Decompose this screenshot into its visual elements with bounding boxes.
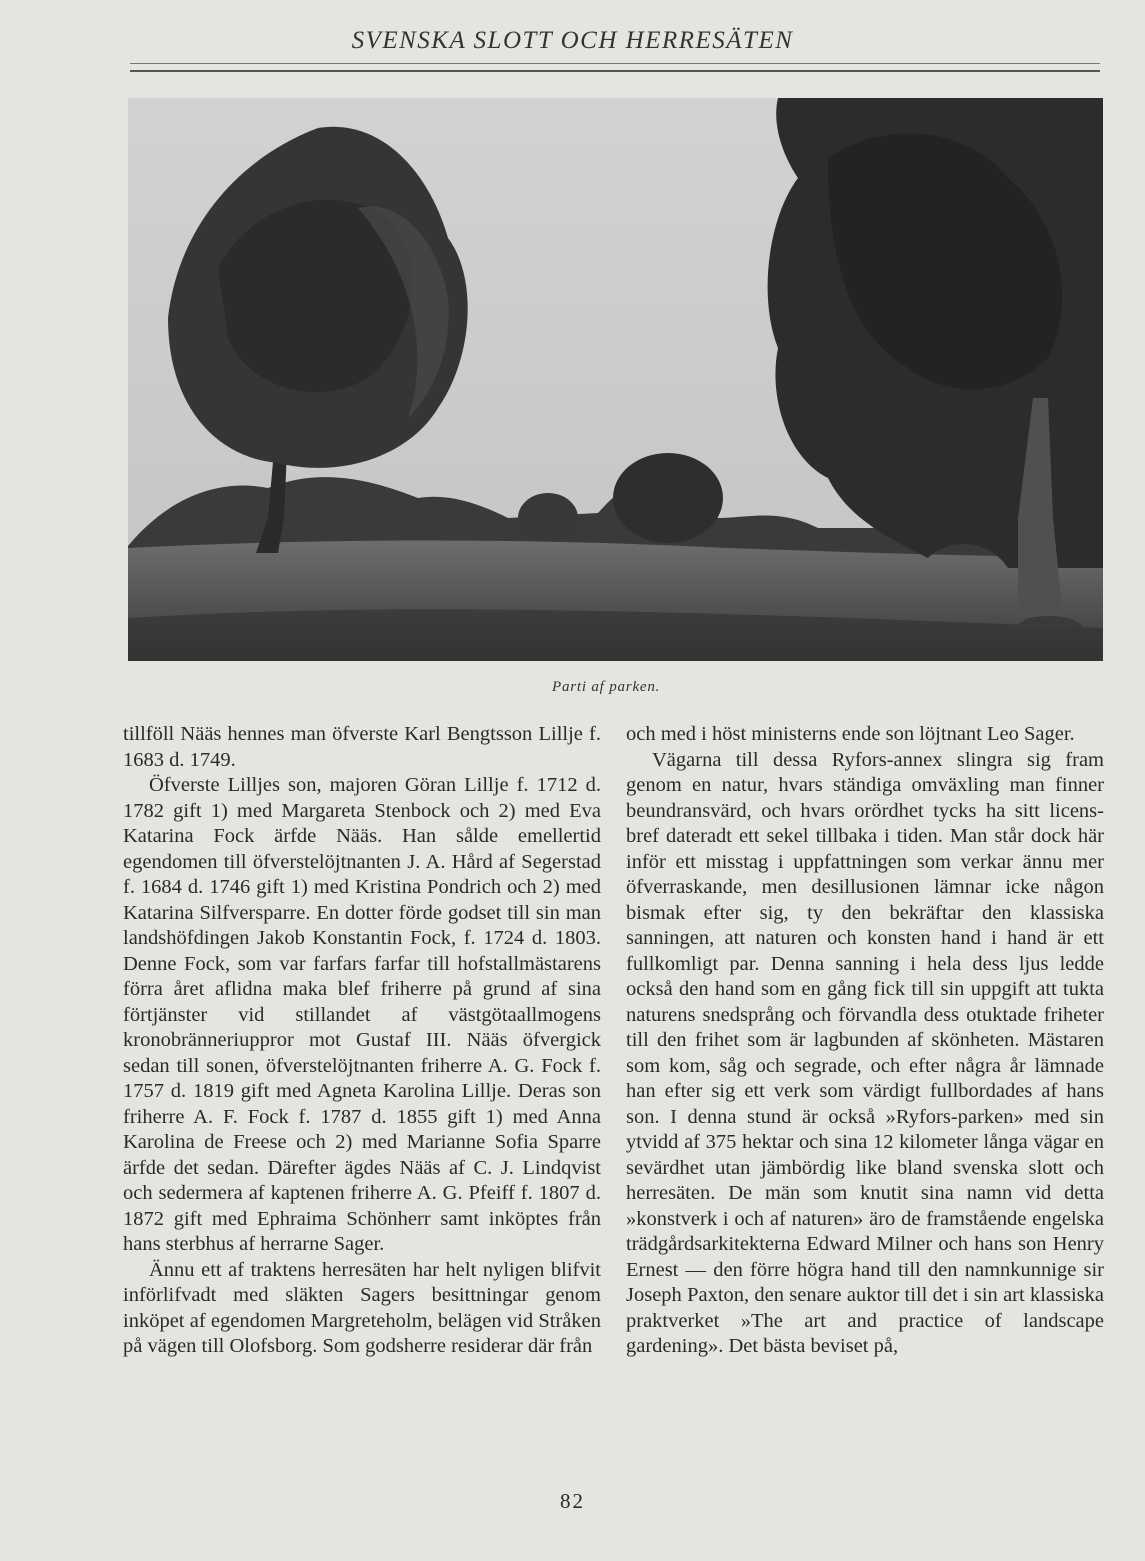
- page-number: 82: [560, 1489, 585, 1513]
- right-column: [626, 722, 1104, 1360]
- running-header: SVENSKA SLOTT OCH HERRESÄTEN: [351, 27, 794, 54]
- park-photograph: [128, 98, 1103, 661]
- paragraph: Ännu ett af traktens herresäten har helt nyligen blifvit införlifvadt med släkten Sagers besittningar genom inköpet af egendomen Margreteholm, belägen vid Stråken på vägen till Olofsborg. Som godsherre residerar där från: [123, 1258, 601, 1357]
- paragraph: tillföll Nääs hennes man öfverste Karl Bengtsson Lillje f. 1683 d. 1749.: [123, 723, 601, 771]
- paragraph: och med i höst ministerns ende son löjtnant Leo Sager.: [626, 723, 1075, 745]
- paragraph: Vägarna till dessa Ryfors-annex slingra sig fram genom en natur, hvars ständiga omväxling man finner beundransvärd, och hvars orördhet tycks ha sitt licens-bref dateradt ett sekel tillbaka i tiden. Man står dock här inför ett misstag i uppfattningen som verkar ännu mer öfverraskande, men desillusionen lämnar icke någon bismak efter sig, ty den bekräftar den klassiska sanningen, att naturen och konsten hand i hand är ett fullkomligt par. Denna sanning i hela dess ljus ledde också den hand som en gång fick till sin uppgift att tukta naturens snedsprång och förvandla dess otuktade friheter till den frihet som är lagbunden af skönheten. Mästaren som kom, såg och segrade, och efter några år lämnade han efter sig ett verk som värdigt fullbordades af hans son. I denna stund är också »Ryfors-parken» med sin ytvidd af 375 hektar och sina 12 kilometer långa vägar en sevärdhet utan jämbördig like bland svenska slott och herresäten. De män som knutit sina namn vid detta »konstverk i och af naturen» äro de framstående engelska trädgårdsarkitekterna Edward Milner och hans son Henry Ernest — den förre högra hand till den namnkunnige sir Joseph Paxton, den senare auktor till det i sin art klassiska praktverket »The art and practice of landscape gardening». Det bästa beviset på,: [626, 748, 1104, 1357]
- figure-caption: Parti af parken.: [552, 679, 661, 695]
- left-column: [123, 722, 601, 1360]
- header-rule-thick: [130, 70, 1100, 72]
- paragraph: Öfverste Lilljes son, majoren Göran Lillje f. 1712 d. 1782 gift 1) med Margareta Stenbock och 2) med Eva Katarina Fock ärfde Nääs. Han sålde emellertid egendomen till öfverstelöjtnanten J. A. Hård af Segerstad f. 1684 d. 1746 gift 1) med Kristina Pondrich och 2) med Katarina Silfversparre. En dotter förde godset till sin man landshöfdingen Jakob Konstantin Fock, f. 1724 d. 1803. Denne Fock, som var farfars farfar till hofstallmästarens förra året aflidna maka blef friherre på grund af sina förtjänster vid stillandet af västgötaallmogens kronobränneriuppror mot Gustaf III. Nääs öfvergick sedan till sonen, öfverstelöjtnanten friherre A. G. Fock f. 1757 d. 1819 gift med Agneta Karolina Lillje. Deras son friherre A. F. Fock f. 1787 d. 1855 gift 1) med Anna Karolina de Freese och 2) med Marianne Sofia Sparre ärfde det sedan. Därefter ägdes Nääs af C. J. Lindqvist och sedermera af kaptenen friherre A. G. Pfeiff f. 1807 d. 1872 gift med Ephraima Schönherr samt inköptes från hans sterbhus af herrarne Sager.: [123, 774, 601, 1255]
- header-rule: [130, 63, 1100, 64]
